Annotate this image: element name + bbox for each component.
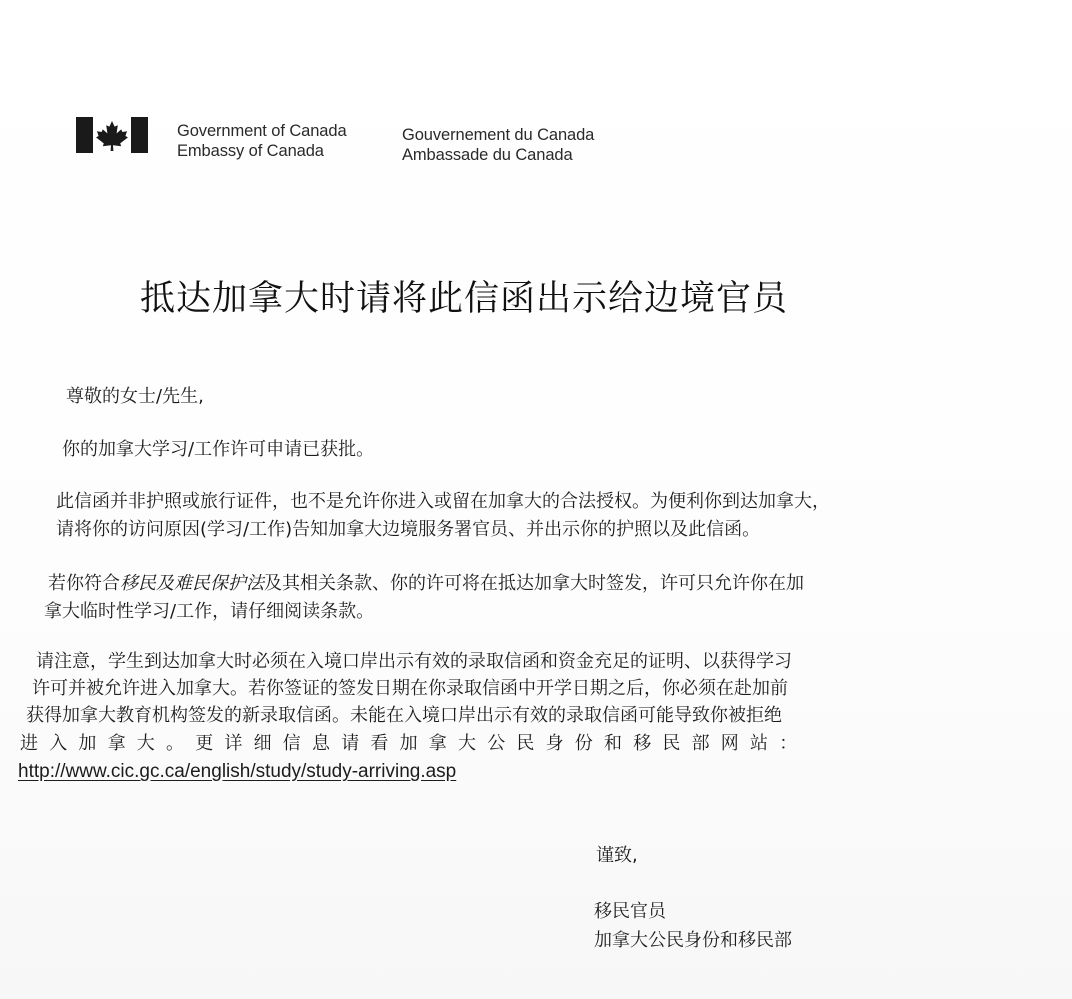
- government-name-french: [402, 125, 594, 165]
- salutation: 尊敬的女士/先生,: [66, 386, 204, 407]
- gov-en-line1: Government of Canada: [177, 122, 347, 140]
- gov-en-line2: Embassy of Canada: [177, 142, 324, 160]
- paragraph-3-line-3: 获得加拿大教育机构签发的新录取信函。未能在入境口岸出示有效的录取信函可能导致你被拒绝: [26, 705, 782, 726]
- paragraph-2-pre: 若你符合: [48, 573, 120, 594]
- government-name-english: [177, 121, 347, 161]
- paragraph-3-line-2: 许可并被允许进入加拿大。若你签证的签发日期在你录取信函中开学日期之后，你必须在赴加前: [32, 678, 788, 699]
- cic-website-link[interactable]: http://www.cic.gc.ca/english/study/study-arriving.asp: [18, 761, 457, 782]
- signature-title: 移民官员: [594, 901, 666, 922]
- maple-leaf-icon: [96, 121, 128, 151]
- closing: 谨致,: [596, 845, 638, 866]
- paragraph-3-line-4: 进入加拿大。更详细信息请看加拿大公民身份和移民部网站：: [20, 733, 809, 754]
- gov-fr-line1: Gouvernement du Canada: [402, 126, 595, 144]
- signature-department: 加拿大公民身份和移民部: [594, 930, 792, 951]
- gov-fr-line2: Ambassade du Canada: [402, 146, 573, 164]
- paragraph-1-line-2: 请将你的访问原因(学习/工作)告知加拿大边境服务署官员、并出示你的护照以及此信函。: [56, 519, 761, 540]
- paragraph-2-line-1: [48, 572, 804, 596]
- approval-statement: 你的加拿大学习/工作许可申请已获批。: [62, 439, 375, 460]
- canada-flag-logo: [76, 117, 148, 153]
- paragraph-2-post: 及其相关条款、你的许可将在抵达加拿大时签发，许可只允许你在加: [264, 573, 804, 594]
- letter-title: 抵达加拿大时请将此信函出示给边境官员: [140, 279, 789, 319]
- paragraph-3-line-1: 请注意，学生到达加拿大时必须在入境口岸出示有效的录取信函和资金充足的证明、以获得学习: [36, 651, 792, 672]
- paragraph-1-line-1: 此信函并非护照或旅行证件，也不是允许你进入或留在加拿大的合法授权。为便利你到达加拿大，: [56, 491, 830, 512]
- law-name: 移民及难民保护法: [120, 573, 264, 594]
- paragraph-2-line-2: 拿大临时性学习/工作，请仔细阅读条款。: [44, 601, 375, 622]
